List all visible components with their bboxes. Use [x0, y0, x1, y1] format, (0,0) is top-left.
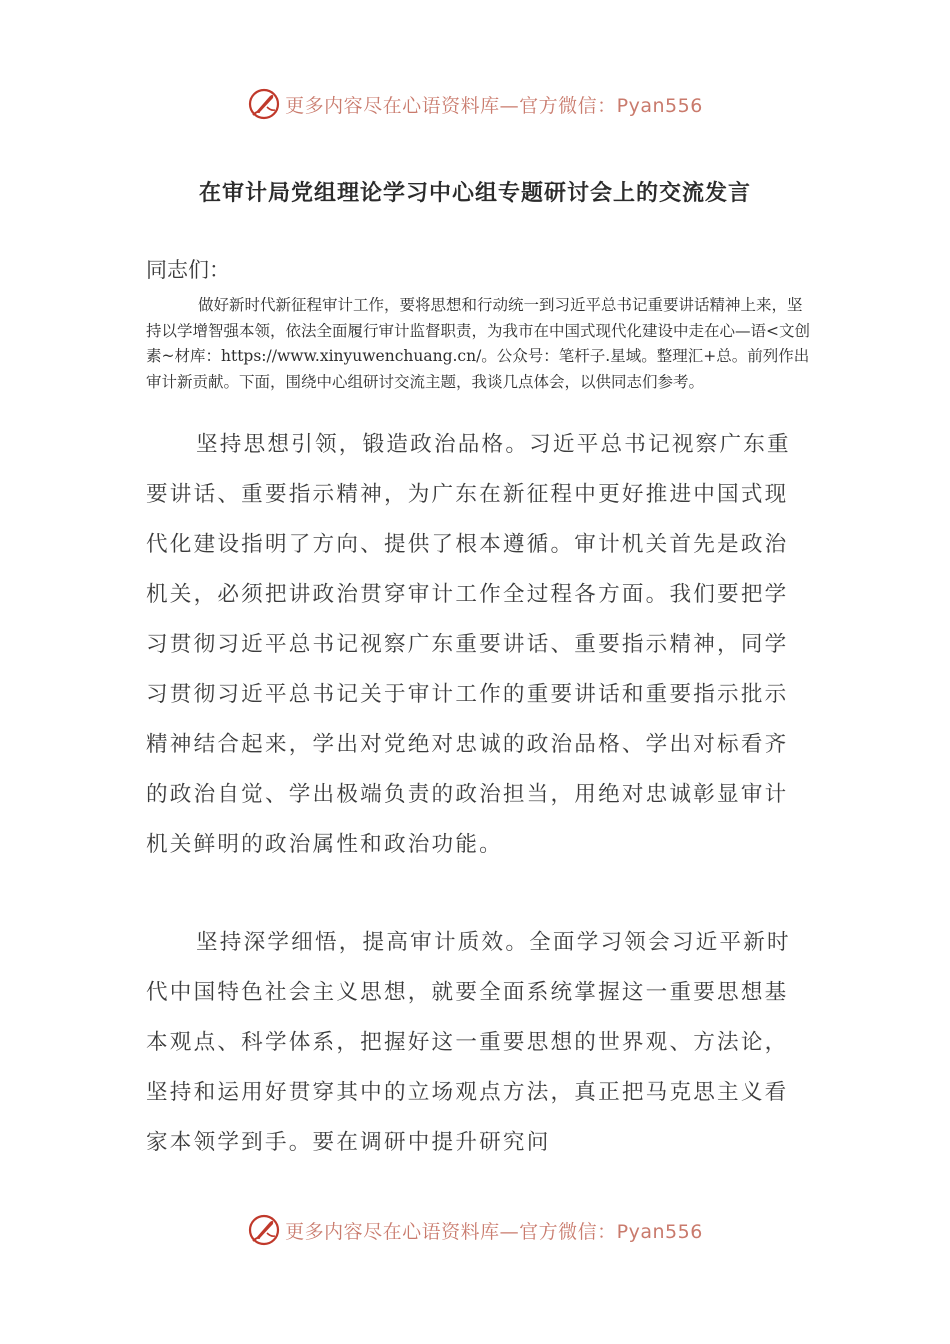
watermark-banner-top	[0, 84, 950, 124]
quill-pen-seal-icon	[247, 1213, 281, 1247]
body-paragraph-1: 坚持思想引领，锻造政治品格。习近平总书记视察广东重要讲话、重要指示精神，为广东在新征程中更好推进中国式现代化建设指明了方向、提供了根本遵循。审计机关首先是政治机关，必须把讲政治贯穿审计工作全过程各方面。我们要把学习贯彻习近平总书记视察广东重要讲话、重要指示精神，同学习贯彻习近平总书记关于审计工作的重要讲话和重要指示批示精神结合起来，学出对党绝对忠诚的政治品格、学出对标看齐的政治自觉、学出极端负责的政治担当，用绝对忠诚彰显审计机关鲜明的政治属性和政治功能。	[146, 432, 791, 857]
wechat-id: Pyan556	[616, 1220, 703, 1243]
salutation: 同志们：	[146, 258, 230, 282]
watermark-text: 更多内容尽在心语资料库—官方微信：Pyan556	[285, 94, 703, 117]
watermark-banner-bottom	[0, 1210, 950, 1250]
document-title: 在审计局党组理论学习中心组专题研讨会上的交流发言	[198, 181, 751, 206]
wechat-id: Pyan556	[616, 94, 703, 117]
intro-paragraph: 做好新时代新征程审计工作，要将思想和行动统一到习近平总书记重要讲话精神上来，坚持以学增智强本领，依法全面履行审计监督职责，为我市在中国式现代化建设中走在心—语<文创素~材库：https://www.xinyuwenchuang.cn/。公众号：笔杆子.星域。整理汇+总。前列作出审计新贡献。下面，围绕中心组研讨交流主题，我谈几点体会，以供同志们参考。	[146, 296, 810, 391]
watermark-text: 更多内容尽在心语资料库—官方微信：Pyan556	[285, 1220, 703, 1243]
quill-pen-seal-icon	[247, 87, 281, 121]
body-paragraph-2: 坚持深学细悟，提高审计质效。全面学习领会习近平新时代中国特色社会主义思想，就要全面系统掌握这一重要思想基本观点、科学体系，把握好这一重要思想的世界观、方法论，坚持和运用好贯穿其中的立场观点方法，真正把马克思主义看家本领学到手。要在调研中提升研究问	[146, 930, 791, 1155]
